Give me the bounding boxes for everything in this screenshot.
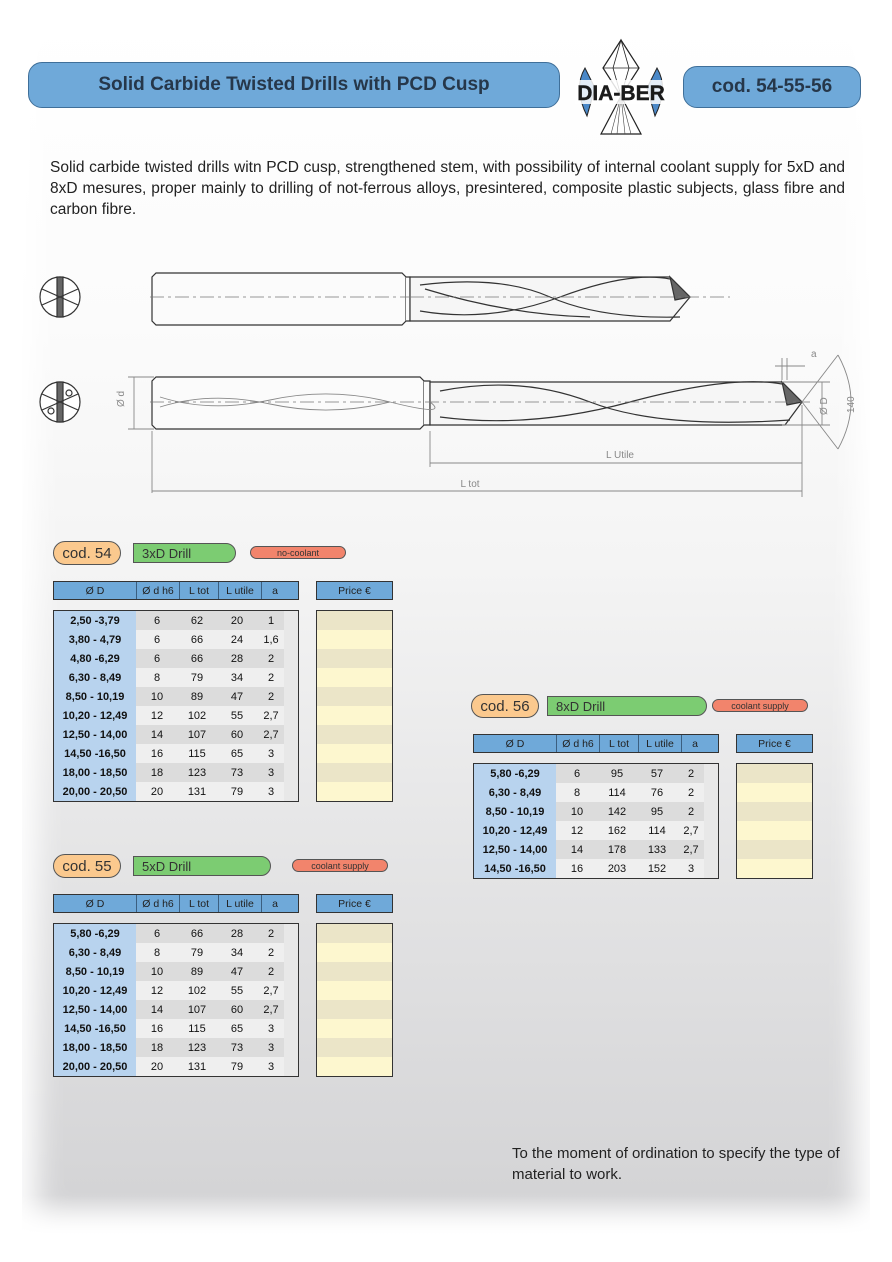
table-cell: 2,7	[258, 706, 284, 725]
table-cell: 115	[178, 1019, 216, 1038]
diameter-range-cell: 4,80 -6,29	[54, 649, 136, 668]
table-cell: 2	[258, 943, 284, 962]
diameter-range-cell: 6,30 - 8,49	[54, 943, 136, 962]
label-od: Ø d	[116, 390, 127, 407]
table-cell: 18	[136, 763, 178, 782]
table-cell: 55	[216, 706, 258, 725]
price-cell[interactable]	[317, 649, 392, 668]
col-header: Ø D	[54, 582, 137, 599]
price-cell[interactable]	[737, 840, 812, 859]
coolant-pill-54: no-coolant	[250, 546, 346, 559]
diameter-range-cell: 18,00 - 18,50	[54, 763, 136, 782]
price-cell[interactable]	[317, 1000, 392, 1019]
table-cell: 3	[258, 782, 284, 801]
drill-side-view	[150, 377, 810, 429]
table-row	[54, 924, 298, 943]
table-header-55	[53, 894, 299, 913]
price-cell[interactable]	[317, 687, 392, 706]
diameter-range-cell: 12,50 - 14,00	[474, 840, 556, 859]
diameter-range-cell: 6,30 - 8,49	[54, 668, 136, 687]
col-header: L tot	[180, 895, 219, 912]
coolant-pill-56: coolant supply	[712, 699, 808, 712]
price-column-55	[316, 923, 393, 1077]
label-angle: 140	[846, 396, 857, 413]
col-header: Ø D	[54, 895, 137, 912]
table-cell: 2	[258, 687, 284, 706]
table-cell: 107	[178, 1000, 216, 1019]
table-cell: 8	[556, 783, 598, 802]
table-cell: 14	[556, 840, 598, 859]
table-row	[54, 943, 298, 962]
diameter-range-cell: 12,50 - 14,00	[54, 725, 136, 744]
table-cell: 20	[136, 782, 178, 801]
diameter-range-cell: 12,50 - 14,00	[54, 1000, 136, 1019]
col-header: L utile	[219, 582, 262, 599]
table-cell: 6	[556, 764, 598, 783]
table-cell: 114	[636, 821, 678, 840]
table-row	[54, 725, 298, 744]
table-cell: 152	[636, 859, 678, 878]
table-header-56	[473, 734, 719, 753]
table-body-56	[473, 763, 719, 879]
price-cell[interactable]	[317, 1057, 392, 1076]
table-cell: 14	[136, 1000, 178, 1019]
table-cell: 3	[258, 1019, 284, 1038]
table-cell: 2	[258, 649, 284, 668]
label-ltot: L tot	[460, 479, 480, 490]
table-cell: 14	[136, 725, 178, 744]
table-cell: 12	[556, 821, 598, 840]
table-row	[474, 859, 718, 878]
table-cell: 66	[178, 649, 216, 668]
table-row	[54, 1000, 298, 1019]
table-cell: 60	[216, 725, 258, 744]
diameter-range-cell: 20,00 - 20,50	[54, 782, 136, 801]
table-cell: 12	[136, 981, 178, 1000]
diameter-range-cell: 10,20 - 12,49	[54, 981, 136, 1000]
table-cell: 65	[216, 744, 258, 763]
table-cell: 10	[556, 802, 598, 821]
price-cell[interactable]	[737, 802, 812, 821]
title-banner	[28, 62, 560, 108]
table-cell: 62	[178, 611, 216, 630]
code-pill-56: cod. 56	[471, 694, 539, 718]
table-cell: 89	[178, 962, 216, 981]
table-cell: 131	[178, 1057, 216, 1076]
price-cell[interactable]	[317, 1038, 392, 1057]
table-cell: 162	[598, 821, 636, 840]
table-cell: 107	[178, 725, 216, 744]
coolant-pill-55: coolant supply	[292, 859, 388, 872]
table-cell: 34	[216, 943, 258, 962]
table-cell: 34	[216, 668, 258, 687]
table-row	[54, 668, 298, 687]
type-pill-55: 5xD Drill	[133, 856, 271, 876]
col-header: L tot	[180, 582, 219, 599]
table-cell: 57	[636, 764, 678, 783]
price-cell[interactable]	[317, 611, 392, 630]
col-header: L utile	[219, 895, 262, 912]
price-cell[interactable]	[317, 1019, 392, 1038]
table-row	[54, 1057, 298, 1076]
table-row	[474, 783, 718, 802]
table-cell: 79	[178, 943, 216, 962]
price-column-56	[736, 763, 813, 879]
price-cell[interactable]	[317, 924, 392, 943]
col-header: Ø d h6	[137, 582, 180, 599]
table-row	[474, 840, 718, 859]
diameter-range-cell: 14,50 -16,50	[54, 1019, 136, 1038]
price-cell[interactable]	[737, 764, 812, 783]
table-cell: 89	[178, 687, 216, 706]
col-header: Ø d h6	[557, 735, 600, 752]
table-cell: 95	[636, 802, 678, 821]
table-cell: 16	[136, 744, 178, 763]
table-cell: 76	[636, 783, 678, 802]
price-cell[interactable]	[317, 943, 392, 962]
price-column-54	[316, 610, 393, 802]
table-cell: 102	[178, 981, 216, 1000]
table-row	[54, 744, 298, 763]
diameter-range-cell: 6,30 - 8,49	[474, 783, 556, 802]
table-row	[54, 611, 298, 630]
diameter-range-cell: 2,50 -3,79	[54, 611, 136, 630]
type-pill-54: 3xD Drill	[133, 543, 236, 563]
price-cell[interactable]	[317, 962, 392, 981]
diameter-range-cell: 8,50 - 10,19	[54, 687, 136, 706]
price-cell[interactable]	[317, 630, 392, 649]
diameter-range-cell: 8,50 - 10,19	[474, 802, 556, 821]
col-header: L tot	[600, 735, 639, 752]
table-cell: 2	[258, 924, 284, 943]
page-title: Solid Carbide Twisted Drills with PCD Cusp	[98, 74, 490, 95]
table-cell: 79	[178, 668, 216, 687]
diameter-range-cell: 3,80 - 4,79	[54, 630, 136, 649]
table-cell: 178	[598, 840, 636, 859]
table-cell: 28	[216, 924, 258, 943]
label-lutile: L Utile	[606, 450, 634, 461]
code-pill-55: cod. 55	[53, 854, 121, 878]
table-cell: 24	[216, 630, 258, 649]
price-cell[interactable]	[317, 706, 392, 725]
table-cell: 16	[136, 1019, 178, 1038]
table-cell: 203	[598, 859, 636, 878]
diameter-range-cell: 10,20 - 12,49	[474, 821, 556, 840]
price-cell[interactable]	[737, 783, 812, 802]
type-pill-56: 8xD Drill	[547, 696, 707, 716]
table-cell: 2	[258, 962, 284, 981]
table-cell: 6	[136, 649, 178, 668]
diameter-range-cell: 8,50 - 10,19	[54, 962, 136, 981]
code-banner	[683, 66, 861, 108]
footer-note: To the moment of ordination to specify the type of material to work.	[512, 1145, 840, 1183]
table-cell: 123	[178, 1038, 216, 1057]
table-cell: 142	[598, 802, 636, 821]
drill-top-view	[150, 273, 730, 325]
table-cell: 28	[216, 649, 258, 668]
dia-ber-logo	[565, 38, 677, 138]
table-cell: 55	[216, 981, 258, 1000]
price-cell[interactable]	[317, 782, 392, 801]
price-header-55: Price €	[316, 894, 393, 913]
table-cell: 2,7	[258, 725, 284, 744]
cross-section-icon-bottom	[40, 382, 80, 422]
table-cell: 47	[216, 687, 258, 706]
table-cell: 1	[258, 611, 284, 630]
product-codes: cod. 54-55-56	[711, 76, 833, 97]
table-cell: 2,7	[258, 1000, 284, 1019]
diameter-range-cell: 18,00 - 18,50	[54, 1038, 136, 1057]
diameter-range-cell: 20,00 - 20,50	[54, 1057, 136, 1076]
table-row	[474, 821, 718, 840]
table-cell: 2	[678, 764, 704, 783]
table-cell: 12	[136, 706, 178, 725]
table-cell: 123	[178, 763, 216, 782]
table-row	[54, 649, 298, 668]
table-cell: 2	[258, 668, 284, 687]
diameter-range-cell: 14,50 -16,50	[54, 744, 136, 763]
table-cell: 3	[258, 744, 284, 763]
price-cell[interactable]	[317, 981, 392, 1000]
table-row	[54, 981, 298, 1000]
table-row	[474, 764, 718, 783]
table-cell: 20	[216, 611, 258, 630]
table-row	[54, 630, 298, 649]
table-cell: 60	[216, 1000, 258, 1019]
table-body-54	[53, 610, 299, 802]
table-cell: 3	[258, 1057, 284, 1076]
price-cell[interactable]	[317, 668, 392, 687]
label-a: a	[811, 349, 817, 360]
diameter-range-cell: 5,80 -6,29	[54, 924, 136, 943]
table-cell: 47	[216, 962, 258, 981]
table-header-54	[53, 581, 299, 600]
price-cell[interactable]	[317, 763, 392, 782]
table-row	[54, 962, 298, 981]
table-row	[54, 687, 298, 706]
table-cell: 8	[136, 668, 178, 687]
technical-drawing	[30, 245, 870, 505]
table-cell: 18	[136, 1038, 178, 1057]
table-row	[54, 763, 298, 782]
table-cell: 10	[136, 962, 178, 981]
table-cell: 65	[216, 1019, 258, 1038]
col-header: a	[272, 584, 278, 597]
table-cell: 115	[178, 744, 216, 763]
table-row	[54, 1019, 298, 1038]
table-cell: 133	[636, 840, 678, 859]
col-header: a	[272, 897, 278, 910]
cross-section-icon-top	[40, 277, 80, 317]
table-cell: 8	[136, 943, 178, 962]
table-cell: 73	[216, 1038, 258, 1057]
diameter-range-cell: 5,80 -6,29	[474, 764, 556, 783]
table-cell: 131	[178, 782, 216, 801]
label-oD: Ø D	[819, 397, 830, 415]
table-cell: 73	[216, 763, 258, 782]
col-header: a	[692, 737, 698, 750]
table-cell: 66	[178, 630, 216, 649]
table-cell: 66	[178, 924, 216, 943]
table-cell: 3	[678, 859, 704, 878]
table-cell: 2,7	[678, 821, 704, 840]
col-header: Ø d h6	[137, 895, 180, 912]
price-cell[interactable]	[317, 744, 392, 763]
price-cell[interactable]	[737, 821, 812, 840]
table-cell: 3	[258, 763, 284, 782]
intro-text: Solid carbide twisted drills witn PCD cusp, strengthened stem, with possibility of internal coolant supply for 5xD and 8xD mesures, proper mainly to drilling of not-ferrous alloys, presintered, composite plastic subjects, glass fibre and carbon fibre.	[50, 159, 845, 218]
table-cell: 6	[136, 630, 178, 649]
table-cell: 95	[598, 764, 636, 783]
price-header-56: Price €	[736, 734, 813, 753]
table-row	[474, 802, 718, 821]
table-cell: 114	[598, 783, 636, 802]
table-body-55	[53, 923, 299, 1077]
diameter-range-cell: 14,50 -16,50	[474, 859, 556, 878]
logo-text: DIA-BER	[577, 82, 665, 105]
table-cell: 2,7	[258, 981, 284, 1000]
table-cell: 1,6	[258, 630, 284, 649]
diameter-range-cell: 10,20 - 12,49	[54, 706, 136, 725]
table-cell: 2	[678, 802, 704, 821]
table-cell: 2,7	[678, 840, 704, 859]
table-cell: 20	[136, 1057, 178, 1076]
table-row	[54, 706, 298, 725]
table-cell: 79	[216, 1057, 258, 1076]
table-row	[54, 1038, 298, 1057]
price-header-54: Price €	[316, 581, 393, 600]
table-cell: 79	[216, 782, 258, 801]
col-header: Ø D	[474, 735, 557, 752]
table-row	[54, 782, 298, 801]
col-header: L utile	[639, 735, 682, 752]
price-cell[interactable]	[317, 725, 392, 744]
table-cell: 6	[136, 924, 178, 943]
price-cell[interactable]	[737, 859, 812, 878]
table-cell: 10	[136, 687, 178, 706]
table-cell: 2	[678, 783, 704, 802]
table-cell: 6	[136, 611, 178, 630]
code-pill-54: cod. 54	[53, 541, 121, 565]
table-cell: 16	[556, 859, 598, 878]
table-cell: 3	[258, 1038, 284, 1057]
table-cell: 102	[178, 706, 216, 725]
